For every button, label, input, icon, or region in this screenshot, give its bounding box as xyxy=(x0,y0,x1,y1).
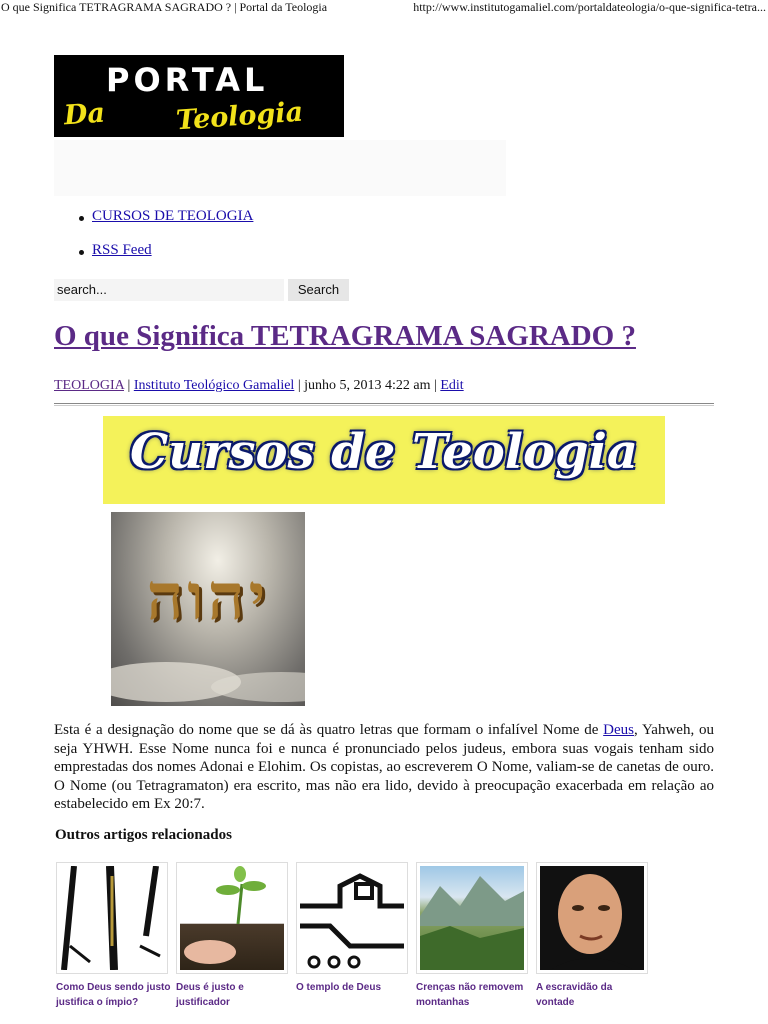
logo-word-portal: PORTAL xyxy=(106,61,269,99)
post-meta xyxy=(54,378,464,394)
post-body-text: , Yahweh, ou seja YHWH. Esse Nome nunca foi e nunca é pronunciado pelos judeus, embora suas vogais tenham sido emprestadas dos nomes Adonai e Elohim. Os copistas, ao escreverem O Nome, valiam-se de canetas de ouro. O Nome (ou Tetragramaton) era escrito, mas não era lido, devido à preocupação exacerbada em relação ao estabelecido em Ex 20:7. xyxy=(54,722,714,813)
meta-separator: | xyxy=(124,378,134,393)
post-body xyxy=(54,721,714,814)
portrait-image xyxy=(540,866,644,970)
print-page-title: O que Significa TETRAGRAMA SAGRADO ? | Portal da Teologia xyxy=(1,0,328,14)
related-thumbnail[interactable] xyxy=(56,862,168,974)
related-heading: Outros artigos relacionados xyxy=(55,827,232,843)
related-item[interactable] xyxy=(176,862,292,1010)
related-item[interactable] xyxy=(56,862,172,1010)
hebrew-letters: יהוה xyxy=(146,560,270,635)
nav-link-cursos[interactable]: CURSOS DE TEOLOGIA xyxy=(92,208,254,224)
post-edit-link[interactable]: Edit xyxy=(440,378,464,393)
related-caption[interactable]: Crenças não removem montanhas xyxy=(416,982,524,1008)
post-date: | junho 5, 2013 4:22 am | xyxy=(294,378,441,393)
nav-item-rss xyxy=(92,242,253,276)
nav-link-rss[interactable]: RSS Feed xyxy=(92,242,152,258)
site-logo[interactable] xyxy=(54,55,344,137)
related-caption[interactable]: O templo de Deus xyxy=(296,982,382,993)
post-body-text: Esta é a designação do nome que se dá às quatro letras que formam o infalível Nome de xyxy=(54,722,604,738)
post-author-link[interactable]: Instituto Teológico Gamaliel xyxy=(133,378,295,393)
search-input[interactable]: search... xyxy=(54,279,284,301)
banner-text: Cursos de Teologia xyxy=(130,424,638,480)
related-thumbnail[interactable] xyxy=(536,862,648,974)
scales-image xyxy=(60,866,164,970)
mountain-image xyxy=(420,866,524,970)
print-page-url: http://www.institutogamaliel.com/portaldateologia/o-que-significa-tetra... xyxy=(413,0,766,14)
related-caption[interactable]: Como Deus sendo justo justifica o ímpio? xyxy=(56,982,171,1008)
related-thumbnail[interactable] xyxy=(296,862,408,974)
cursos-banner[interactable] xyxy=(103,416,665,504)
deus-link[interactable]: Deus xyxy=(603,722,634,738)
temple-image xyxy=(300,866,404,970)
related-item[interactable] xyxy=(536,862,652,1010)
meta-divider xyxy=(54,403,714,406)
search-button[interactable]: Search xyxy=(288,279,349,301)
nav-item-cursos xyxy=(92,208,253,242)
post-category-link[interactable]: TEOLOGIA xyxy=(54,378,124,393)
related-item[interactable] xyxy=(416,862,532,1010)
tetragrammaton-image xyxy=(111,512,305,706)
logo-word-da: Da xyxy=(62,97,106,132)
header-shadow-band xyxy=(54,140,506,196)
main-nav xyxy=(54,208,253,276)
related-item[interactable] xyxy=(296,862,412,995)
related-thumbnail[interactable] xyxy=(176,862,288,974)
related-thumbnail[interactable] xyxy=(416,862,528,974)
related-caption[interactable]: Deus é justo e justificador xyxy=(176,982,244,1008)
related-caption[interactable]: A escravidão da vontade xyxy=(536,982,613,1008)
logo-word-teologia: Teologia xyxy=(175,96,305,137)
post-title[interactable]: O que Significa TETRAGRAMA SAGRADO ? xyxy=(54,320,636,352)
print-header xyxy=(0,0,768,16)
plant-image xyxy=(180,866,284,970)
